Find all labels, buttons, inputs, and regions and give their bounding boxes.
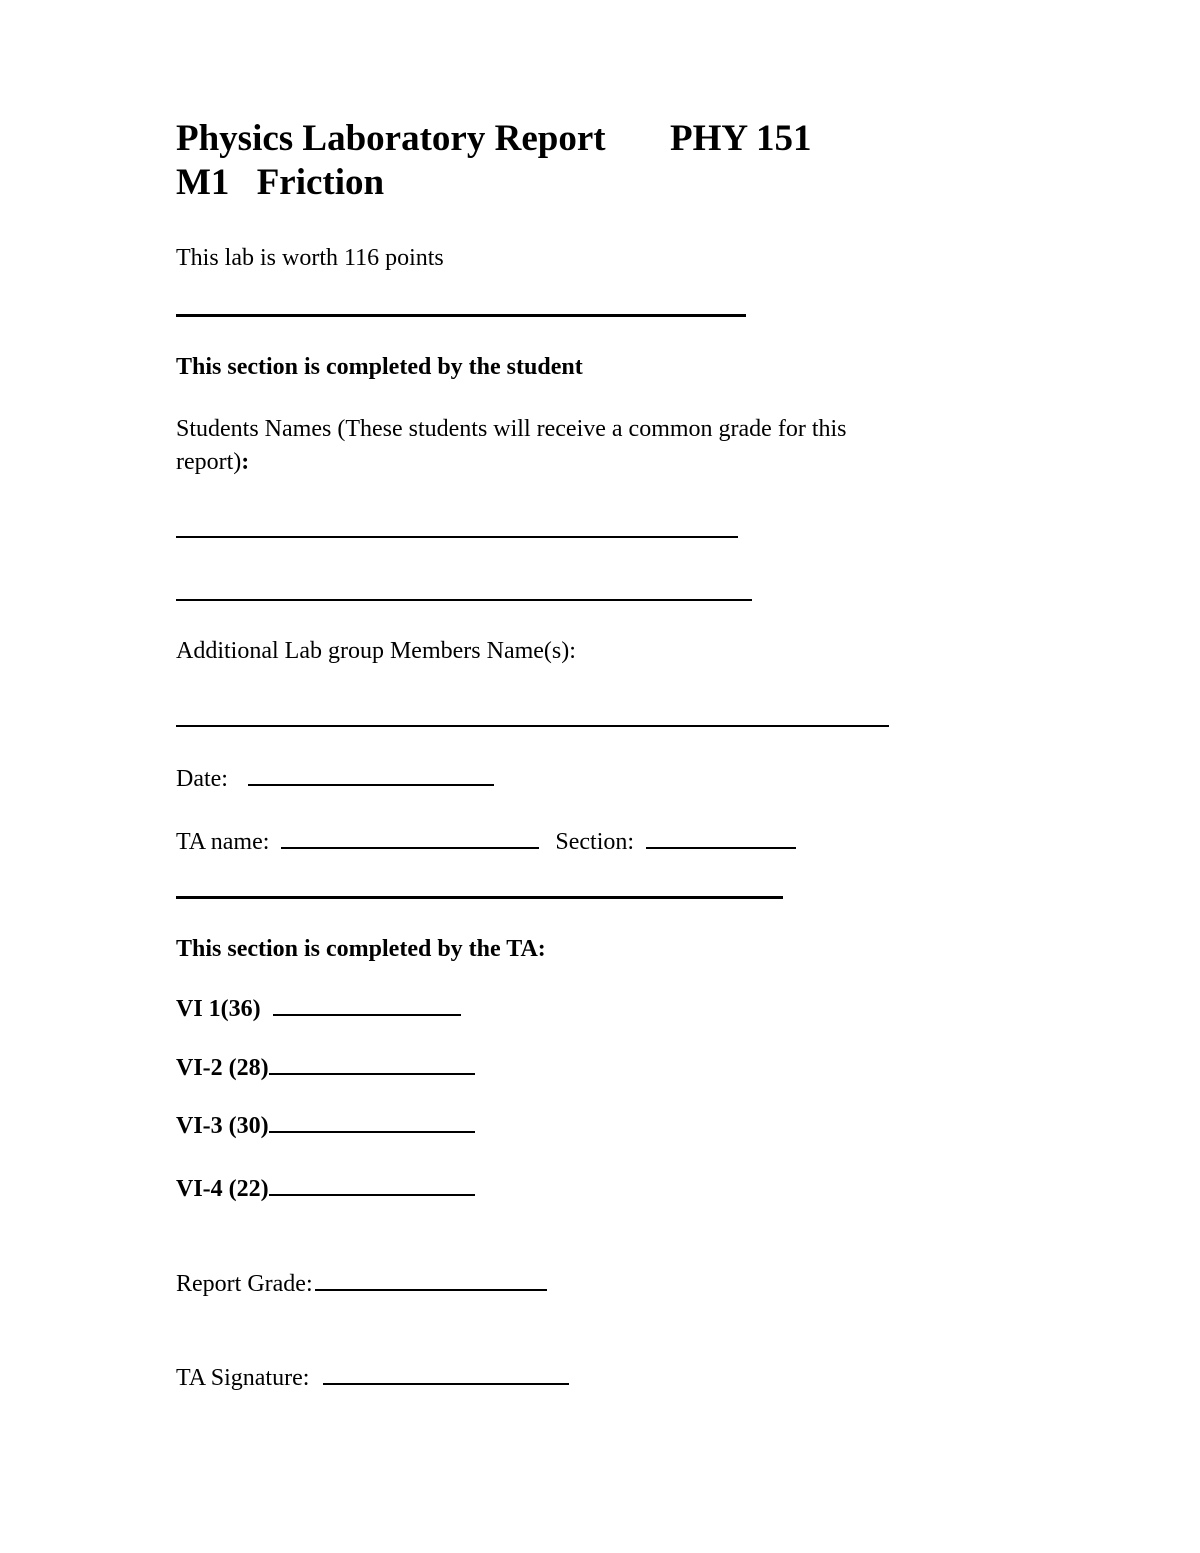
student-name-field-2[interactable] — [176, 599, 752, 601]
divider-bottom — [176, 896, 783, 899]
score-field-vi3[interactable] — [269, 1109, 475, 1133]
score-field-vi2[interactable] — [269, 1051, 475, 1075]
score-field-vi1[interactable] — [273, 992, 461, 1016]
additional-members-label: Additional Lab group Members Name(s): — [176, 638, 576, 664]
experiment-name: Friction — [256, 162, 385, 203]
report-grade-field[interactable] — [315, 1267, 547, 1291]
divider-top — [176, 314, 746, 317]
score-row-vi4 — [176, 1172, 475, 1205]
score-label: VI-2 (28) — [176, 1055, 269, 1081]
course-code: PHY 151 — [670, 118, 812, 159]
experiment-code: M1 — [176, 162, 230, 203]
date-label: Date: — [176, 766, 228, 792]
section-field[interactable] — [646, 825, 796, 849]
ta-signature-field[interactable] — [323, 1361, 569, 1385]
date-row — [176, 762, 494, 795]
score-field-vi4[interactable] — [269, 1172, 475, 1196]
ta-name-row — [176, 825, 796, 858]
title-text: Physics Laboratory Report — [176, 118, 606, 159]
score-row-vi3 — [176, 1109, 475, 1142]
ta-section-heading: This section is completed by the TA: — [176, 936, 546, 962]
additional-members-field[interactable] — [176, 725, 889, 727]
students-names-label: Students Names (These students will receive a common grade for this — [176, 416, 847, 442]
section-label: Section: — [555, 829, 635, 855]
score-row-vi2 — [176, 1051, 475, 1084]
score-row-vi1 — [176, 992, 461, 1025]
points-text: This lab is worth 116 points — [176, 245, 444, 271]
student-section-heading: This section is completed by the student — [176, 354, 583, 380]
student-name-field-1[interactable] — [176, 536, 738, 538]
ta-signature-row — [176, 1361, 569, 1394]
score-label: VI-3 (30) — [176, 1113, 269, 1139]
ta-name-field[interactable] — [281, 825, 539, 849]
ta-signature-label: TA Signature: — [176, 1365, 310, 1391]
date-field[interactable] — [248, 762, 494, 786]
report-title — [176, 120, 606, 157]
report-grade-label: Report Grade: — [176, 1271, 313, 1297]
score-label: VI-4 (22) — [176, 1176, 269, 1202]
students-names-label-cont: report): — [176, 449, 250, 475]
report-grade-row — [176, 1267, 547, 1300]
score-label: VI 1(36) — [176, 996, 261, 1022]
experiment-title — [176, 164, 384, 201]
ta-name-label: TA name: — [176, 829, 270, 855]
